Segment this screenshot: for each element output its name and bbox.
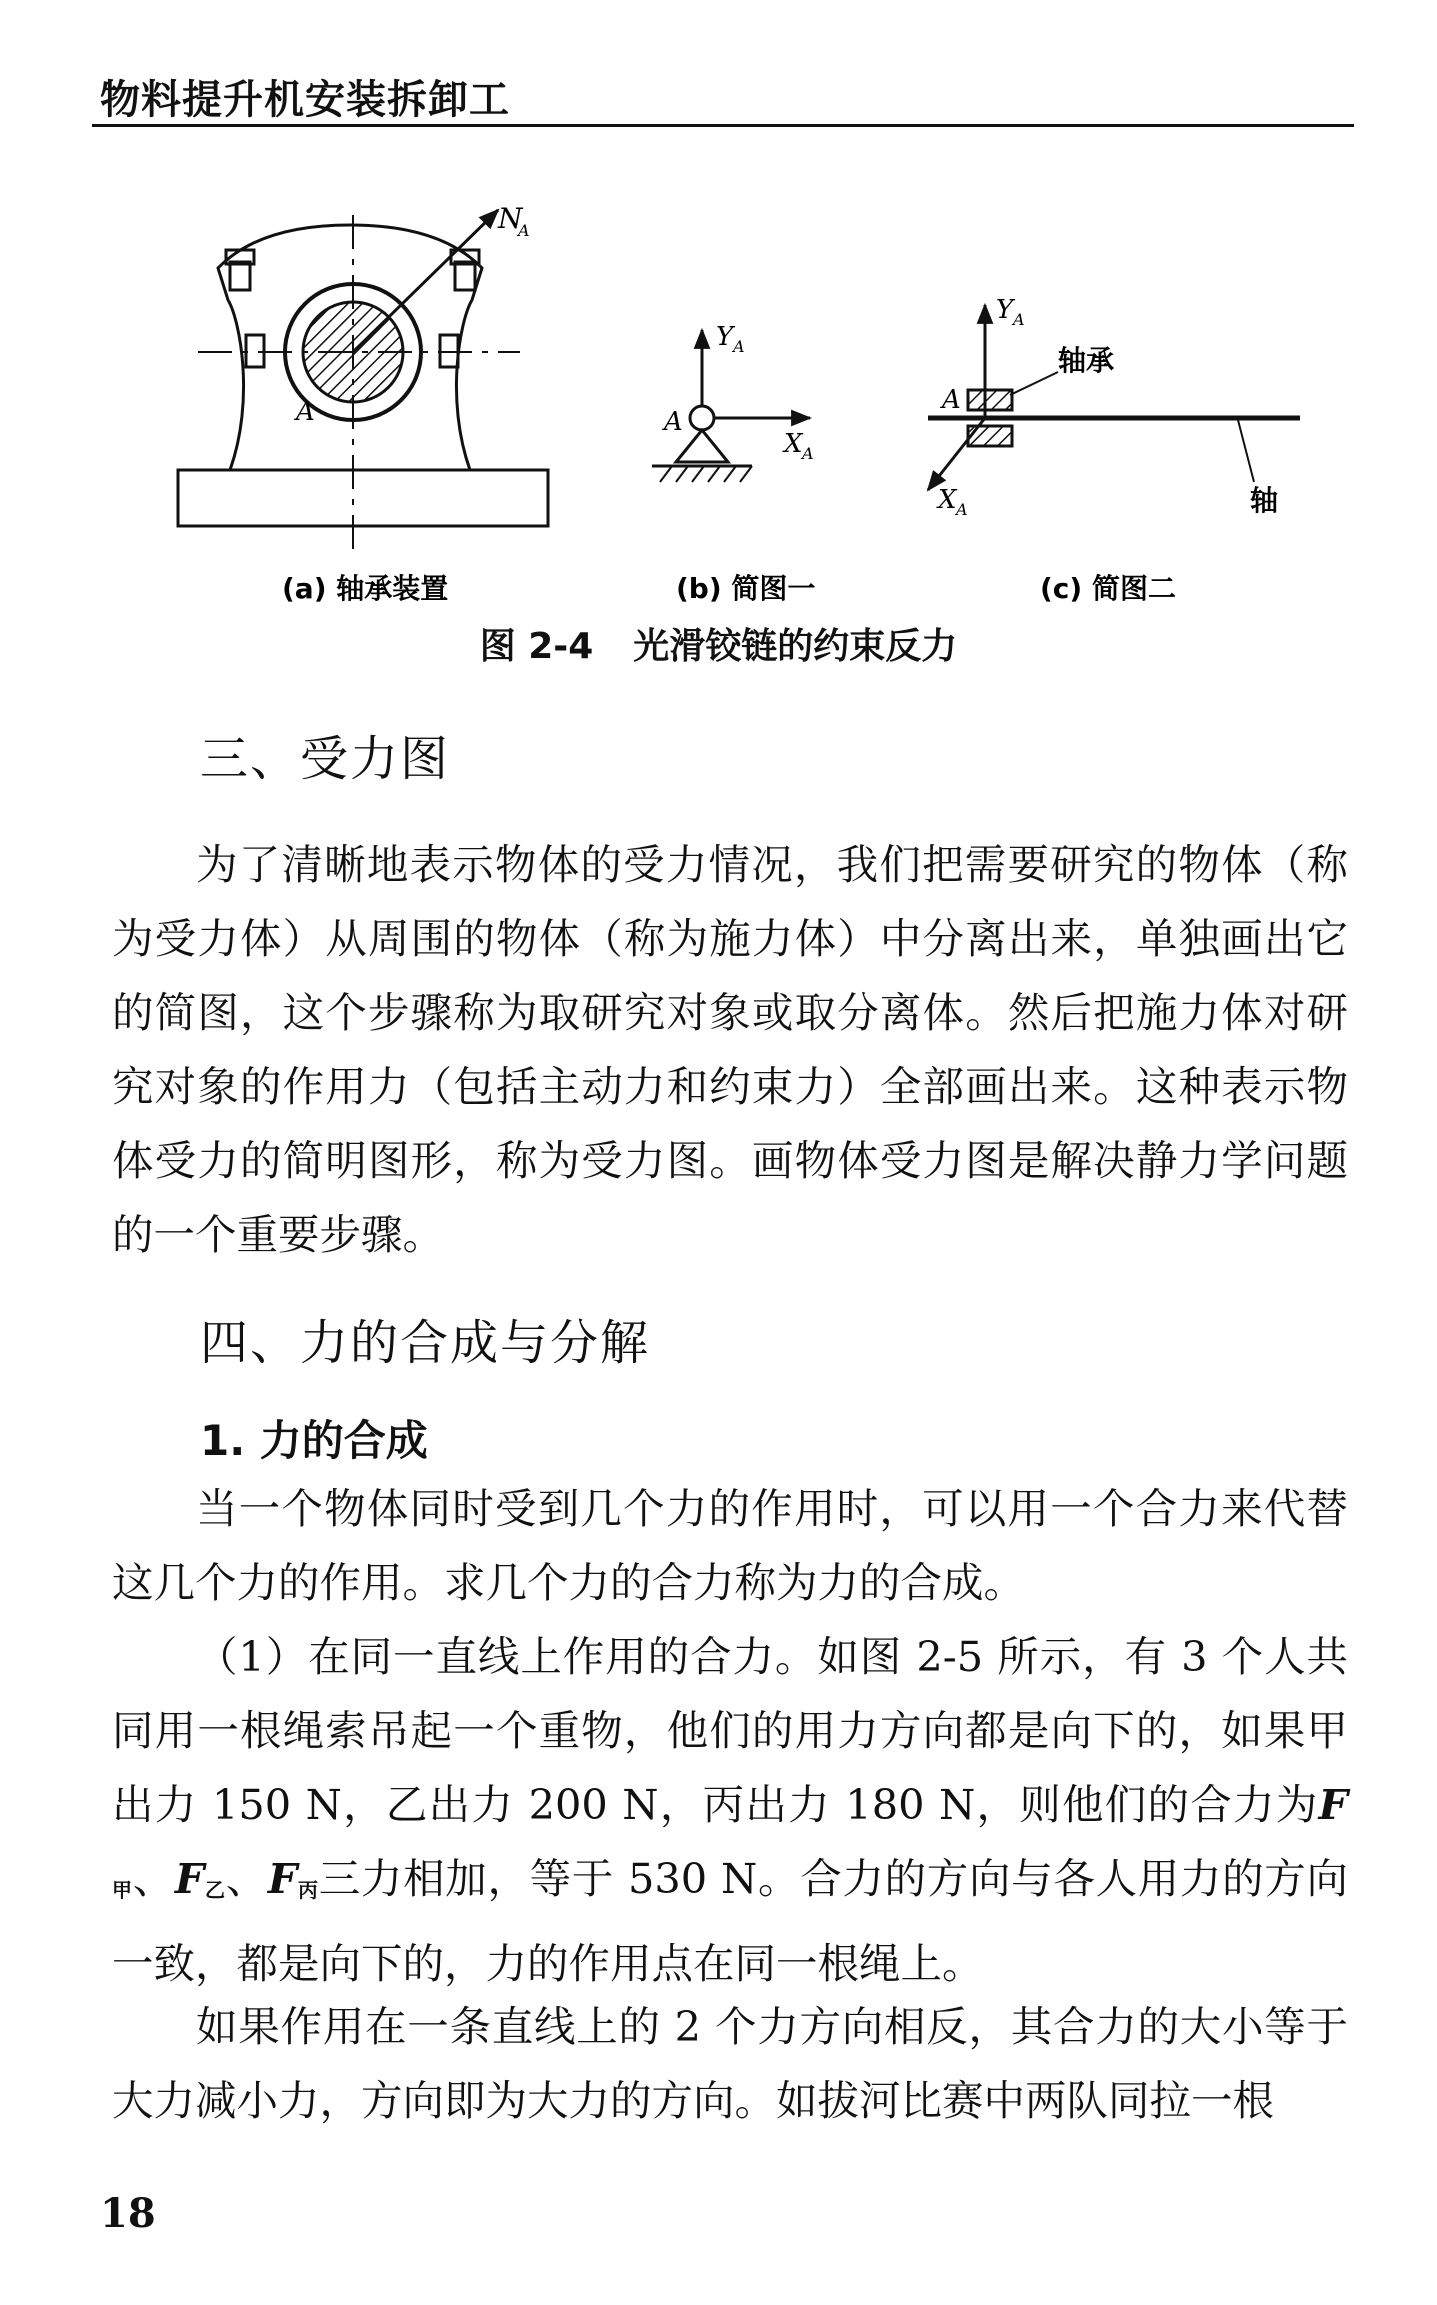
subsection-title-composition: 1. 力的合成 xyxy=(200,1416,428,1465)
label-A-b: A xyxy=(664,407,683,437)
force-F-bing: $F_丙$ xyxy=(267,1854,319,1903)
force-F-jia: $F_甲$ xyxy=(112,1780,1348,1902)
separator: 、 xyxy=(225,1854,268,1903)
label-bearing: 轴承 xyxy=(1058,344,1115,377)
figure-title: 光滑铰链的约束反力 xyxy=(633,626,958,667)
separator: 、 xyxy=(132,1854,175,1903)
svg-text:X: X xyxy=(784,429,803,459)
force-F-yi: $F_乙$ xyxy=(174,1854,226,1903)
label-XA-c xyxy=(936,485,968,519)
figure-caption xyxy=(0,618,1437,669)
panel-c-caption: (c) 简图二 xyxy=(1040,572,1176,605)
label-A-a: A xyxy=(296,397,315,427)
label-shaft: 轴 xyxy=(1250,484,1279,517)
header-rule xyxy=(92,124,1354,127)
svg-text:A: A xyxy=(518,221,530,240)
paragraph-collinear-forces xyxy=(112,1620,1348,2001)
label-YA-b xyxy=(716,322,745,356)
sketch-two-drawing xyxy=(928,305,1300,490)
svg-text:A: A xyxy=(733,337,745,356)
label-XA-b xyxy=(782,429,814,463)
svg-text:A: A xyxy=(956,500,968,519)
svg-text:A: A xyxy=(802,444,814,463)
section-title-force-diagram: 三、受力图 xyxy=(200,731,451,787)
page-number: 18 xyxy=(100,2190,156,2237)
paragraph-opposite-forces: 如果作用在一条直线上的 2 个力方向相反，其合力的大小等于大力减小力，方向即为大力的方向。如拔河比赛中两队同拉一根 xyxy=(112,2002,1348,2125)
panel-a-caption: (a) 轴承装置 xyxy=(282,572,449,605)
collinear-text-start: （1）在同一直线上作用的合力。如图 2-5 所示，有 3 个人共同用一根绳索吊起一个重物，他们的用力方向都是向下的，如果甲出力 150 N，乙出力 200 N，丙出力 180 N，则他们的合力为 xyxy=(112,1632,1348,1829)
svg-text:Y: Y xyxy=(716,322,734,352)
sketch-one-drawing xyxy=(652,330,810,482)
running-header: 物料提升机安装拆卸工 xyxy=(100,77,510,123)
bearing-device-drawing xyxy=(178,210,548,555)
figure-2-4 xyxy=(0,150,1437,610)
svg-text:N: N xyxy=(498,202,523,235)
panel-b-caption: (b) 简图一 xyxy=(676,572,816,605)
svg-text:Y: Y xyxy=(996,295,1014,325)
svg-text:X: X xyxy=(938,485,957,515)
svg-text:A: A xyxy=(1013,310,1025,329)
paragraph-composition-definition: 当一个物体同时受到几个力的作用时，可以用一个合力来代替这几个力的作用。求几个力的合力称为力的合成。 xyxy=(112,1484,1348,1607)
paragraph-force-diagram: 为了清晰地表示物体的受力情况，我们把需要研究的物体（称为受力体）从周围的物体（称为施力体）中分离出来，单独画出它的简图，这个步骤称为取研究对象或取分离体。然后把施力体对研究对象的作用力（包括主动力和约束力）全部画出来。这种表示物体受力的简明图形，称为受力图。画物体受力图是解决静力学问题的一个重要步骤。 xyxy=(112,840,1348,1259)
label-A-c: A xyxy=(942,385,961,415)
collinear-text-end: 三力相加，等于 530 N。合力的方向与各人用力的方向一致，都是向下的，力的作用点在同一根绳上。 xyxy=(112,1854,1348,1988)
label-NA xyxy=(497,202,530,240)
figure-number: 图 2-4 xyxy=(479,626,594,667)
label-YA-c xyxy=(996,295,1025,329)
section-title-force-composition: 四、力的合成与分解 xyxy=(200,1315,651,1371)
